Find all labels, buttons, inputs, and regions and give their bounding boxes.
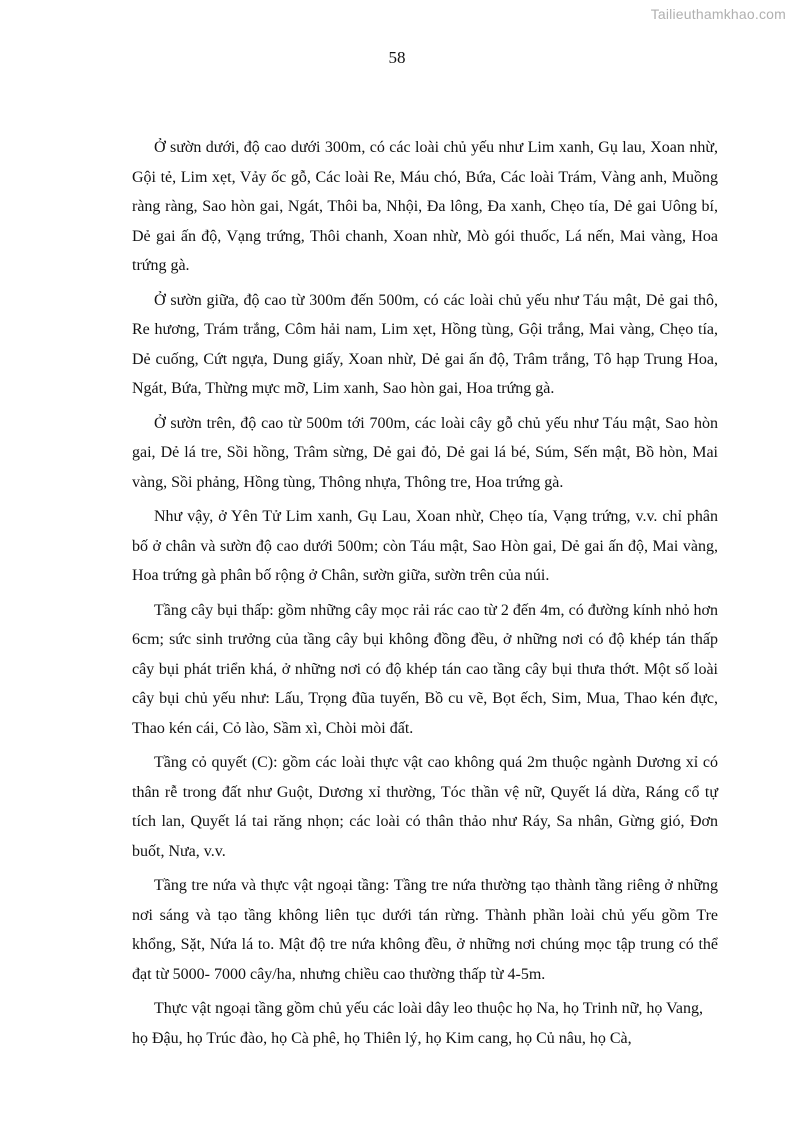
document-body <box>132 133 718 1058</box>
paragraph: Như vậy, ở Yên Tử Lim xanh, Gụ Lau, Xoan nhừ, Chẹo tía, Vạng trứng, v.v. chỉ phân bố ở chân và sườn độ cao dưới 500m; còn Táu mật, Sao Hòn gai, Dẻ gai ấn độ, Mai vàng, Hoa trứng gà phân bố rộng ở Chân, sườn giữa, sườn trên của núi. <box>132 508 718 584</box>
paragraph: Ở sườn giữa, độ cao từ 300m đến 500m, có các loài chủ yếu như Táu mật, Dẻ gai thô, Re hương, Trám trắng, Côm hải nam, Lim xẹt, Hồng tùng, Gội trắng, Mai vàng, Chẹo tía, Dẻ cuống, Cứt ngựa, Dung giấy, Xoan nhừ, Dẻ gai ấn độ, Trâm trắng, Tô hạp Trung Hoa, Ngát, Bứa, Thừng mực mỡ, Lim xanh, Sao hòn gai, Hoa trứng gà. <box>132 291 718 397</box>
paragraph: Ở sườn trên, độ cao từ 500m tới 700m, các loài cây gỗ chủ yếu như Táu mật, Sao hòn gai, Dẻ lá tre, Sồi hồng, Trâm sừng, Dẻ gai đỏ, Dẻ gai lá bé, Súm, Sến mật, Bồ hòn, Mai vàng, Sồi phảng, Hồng tùng, Thông nhựa, Thông tre, Hoa trứng gà. <box>132 414 718 491</box>
paragraph: Tầng tre nứa và thực vật ngoại tầng: Tầng tre nứa thường tạo thành tầng riêng ở những nơi sáng và tạo tầng không liên tục dưới tán rừng. Thành phần loài chủ yếu gồm Tre khổng, Sặt, Nứa lá to. Mật độ tre nứa không đều, ở những nơi chúng mọc tập trung có thể đạt từ 5000- 7000 cây/ha, nhưng chiều cao thường thấp từ 4-5m. <box>132 877 718 983</box>
paragraph: Thực vật ngoại tầng gồm chủ yếu các loài dây leo thuộc họ Na, họ Trinh nữ, họ Vang, họ Đậu, họ Trúc đào, họ Cà phê, họ Thiên lý, họ Kim cang, họ Củ nâu, họ Cà, <box>132 1000 703 1047</box>
watermark: Tailieuthamkhao.com <box>650 6 786 22</box>
paragraph: Tầng cây bụi thấp: gồm những cây mọc rải rác cao từ 2 đến 4m, có đường kính nhỏ hơn 6cm; sức sinh trưởng của tầng cây bụi không đồng đều, ở những nơi có độ khép tán thấp cây bụi phát triển khá, ở những nơi có độ khép tán cao tầng cây bụi thưa thớt. Một số loài cây bụi chủ yếu như: Lấu, Trọng đũa tuyến, Bồ cu vẽ, Bọt ếch, Sim, Mua, Thao kén đực, Thao kén cái, Cỏ lào, Sầm xì, Chòi mòi đất. <box>132 601 718 737</box>
page-number: 58 <box>388 48 406 67</box>
paragraph: Tầng cỏ quyết (C): gồm các loài thực vật cao không quá 2m thuộc ngành Dương xỉ có thân rễ trong đất như Guột, Dương xỉ thường, Tóc thần vệ nữ, Quyết lá dừa, Ráng cổ tự tích lan, Quyết lá tai răng nhọn; các loài có thân thảo như Ráy, Sa nhân, Gừng gió, Đơn buốt, Nưa, v.v. <box>132 754 718 860</box>
paragraph: Ở sườn dưới, độ cao dưới 300m, có các loài chủ yếu như Lim xanh, Gụ lau, Xoan nhừ, Gội tẻ, Lim xẹt, Vảy ốc gỗ, Các loài Re, Máu chó, Bứa, Các loài Trám, Vàng anh, Muồng ràng ràng, Sao hòn gai, Ngát, Thôi ba, Nhội, Đa lông, Đa xanh, Chẹo tía, Dẻ gai Uông bí, Dẻ gai ấn độ, Vạng trứng, Thôi chanh, Xoan nhừ, Mò gói thuốc, Lá nến, Mai vàng, Hoa trứng gà. <box>132 139 718 274</box>
